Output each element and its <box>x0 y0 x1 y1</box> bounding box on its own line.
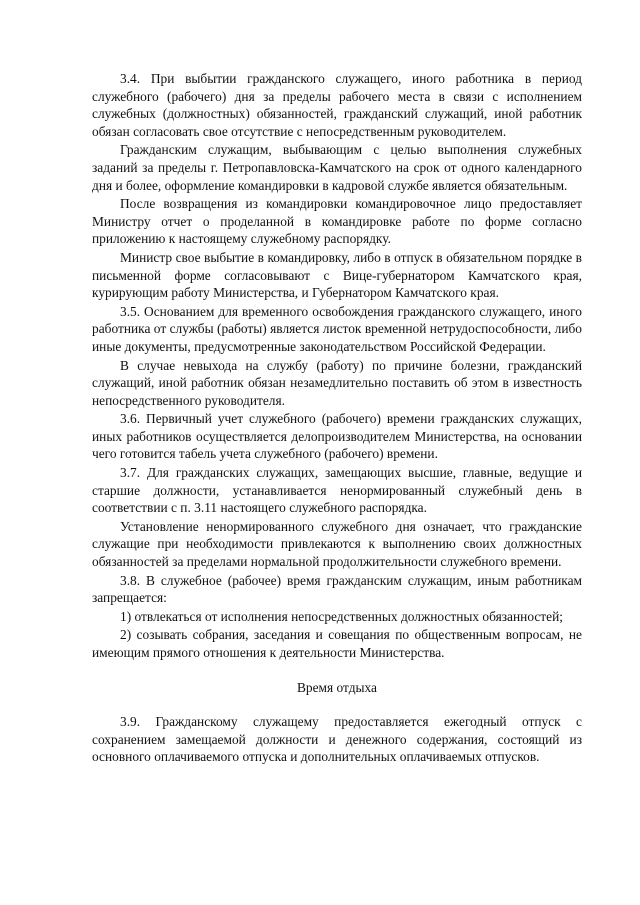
paragraph-3-9: 3.9. Гражданскому служащему предоставляется ежегодный отпуск с сохранением замещаемой должности и денежного содержания, состоящий из основного оплачиваемого отпуска и дополнительных оплачиваемых отпусков. <box>92 714 582 765</box>
list-item-1: 1) отвлекаться от исполнения непосредственных должностных обязанностей; <box>120 608 563 624</box>
paragraph-3-4: 3.4. При выбытии гражданского служащего, иного работника в период служебного (рабочего) дня за пределы рабочего места в связи с исполнением служебных (должностных) обязанностей, гражданский служащий, иной работник обязан согласовать свое отсутствие с непосредственным руководителем. <box>92 71 582 139</box>
paragraph-illness-absence: В случае невыхода на службу (работу) по причине болезни, гражданский служащий, иной работник обязан незамедлительно поставить об этом в известность непосредственного руководителя. <box>92 357 582 408</box>
paragraph-3-8: 3.8. В служебное (рабочее) время гражданским служащим, иным работникам запрещается: <box>92 572 582 606</box>
document-page <box>92 70 582 766</box>
section-heading: Время отдыха <box>296 679 378 695</box>
paragraph-3-6: 3.6. Первичный учет служебного (рабочего) времени гражданских служащих, иных работников осуществляется делопроизводителем Министерства, на основании чего готовится табель учета служебного (рабочего) времени. <box>92 411 582 462</box>
paragraph-irregular-day: Установление ненормированного служебного дня означает, что гражданские служащие при необходимости привлекаются к выполнению своих должностных обязанностей за пределами нормальной продолжительности служебного времени. <box>92 518 582 570</box>
paragraph-3-5: 3.5. Основанием для временного освобождения гражданского служащего, иного работника от службы (работы) является листок временной нетрудоспособности, либо иные документы, предусмотренные законодательством Российской Федерации. <box>92 303 582 354</box>
paragraph-minister-departure: Министр свое выбытие в командировку, либо в отпуск в обязательном порядке в письменной форме согласовывают с Вице-губернатором Камчатского края, курирующим работу Министерства, и Губернатором Камчатского края. <box>92 249 582 301</box>
list-item-2: 2) созывать собрания, заседания и совещания по общественным вопросам, не имеющим прямого отношения к деятельности Министерства. <box>92 627 582 660</box>
paragraph-business-trip-requirement: Гражданским служащим, выбывающим с целью выполнения служебных заданий за пределы г. Петропавловска-Камчатского на срок от одного календарного дня и более, оформление командировки в кадровой службе является обязательным. <box>92 142 582 193</box>
paragraph-3-7: 3.7. Для гражданских служащих, замещающих высшие, главные, ведущие и старшие должности, устанавливается ненормированный служебный день в соответствии с п. 3.11 настоящего служебного распорядка. <box>92 465 582 516</box>
paragraph-trip-report: После возвращения из командировки командировочное лицо предоставляет Министру отчет о проделанной в командировке работе по форме согласно приложению к настоящему служебному распорядку. <box>92 196 582 247</box>
